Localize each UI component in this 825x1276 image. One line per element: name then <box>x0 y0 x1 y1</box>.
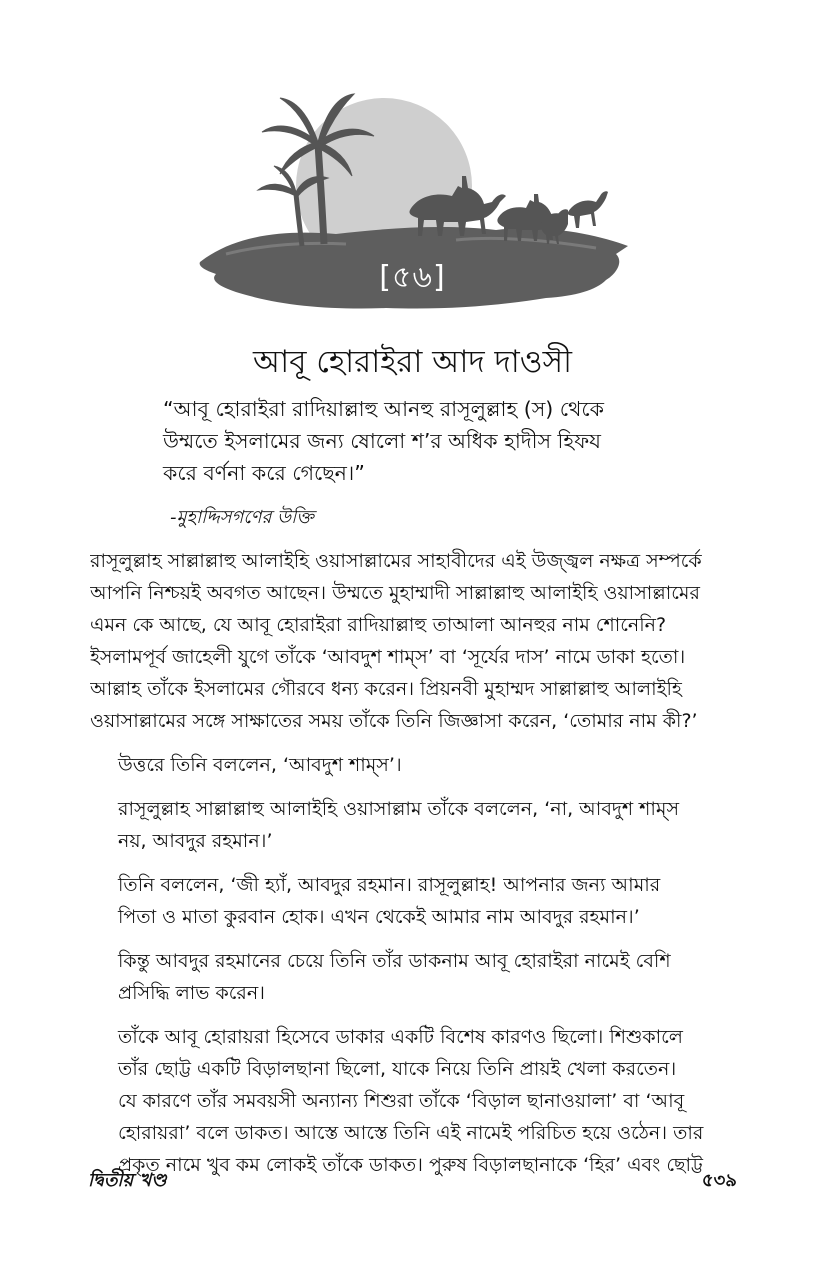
text-line: আপনি নিশ্চয়ই অবগত আছেন। উম্মতে মুহাম্মাদী সাল্লাল্লাহু আলাইহি ওয়াসাল্লামের <box>90 582 700 604</box>
text-line: পিতা ও মাতা কুরবান হোক। এখন থেকেই আমার নাম আবদুর রহমান।’ <box>118 906 640 928</box>
epigraph-attribution: -মুহাদ্দিসগণের উক্তি <box>170 507 314 528</box>
paragraph <box>90 749 738 781</box>
epigraph-quote <box>163 393 683 489</box>
text-line: ইসলামপূর্ব জাহেলী যুগে তাঁকে ‘আবদুশ শাম্‌স’ বা ‘সূর্যের দাস’ নামে ডাকা হতো। <box>90 646 686 668</box>
paragraph <box>90 793 738 857</box>
text-line: রাসূলুল্লাহ সাল্লাল্লাহু আলাইহি ওয়াসাল্লাম তাঁকে বললেন, ‘না, আবদুশ শাম্‌স <box>118 798 680 820</box>
text-line: এমন কে আছে, যে আবূ হোরাইরা রাদিয়াল্লাহু তাআলা আনহুর নাম শোনেনি? <box>90 614 667 636</box>
paragraph <box>90 869 738 933</box>
paragraph <box>90 945 738 1009</box>
text-line: হোরায়রা’ বলে ডাকত। আস্তে আস্তে তিনি এই নামেই পরিচিত হয়ে ওঠেন। তার <box>118 1122 704 1144</box>
text-line: প্রকৃত নামে খুব কম লোকই তাঁকে ডাকত। পুরুষ বিড়ালছানাকে ‘হির’ এবং ছোট্ট <box>118 1154 704 1176</box>
footer-volume: দ্বিতীয় খণ্ড <box>88 1170 167 1191</box>
text-line: যে কারণে তাঁর সমবয়সী অন্যান্য শিশুরা তাঁকে ‘বিড়াল ছানাওয়ালা’ বা ‘আবূ <box>118 1090 685 1112</box>
chapter-number: [৫৬] <box>379 260 446 295</box>
text-line: ওয়াসাল্লামের সঙ্গে সাক্ষাতের সময় তাঁকে তিনি জিজ্ঞাসা করেন, ‘তোমার নাম কী?’ <box>90 710 698 732</box>
text-line: রাসূলুল্লাহ সাল্লাল্লাহু আলাইহি ওয়াসাল্লামের সাহাবীদের এই উজ্জ্বল নক্ষত্র সম্পর্কে <box>90 550 702 572</box>
text-line: তাঁর ছোট্ট একটি বিড়ালছানা ছিলো, যাকে নিয়ে তিনি প্রায়ই খেলা করতেন। <box>118 1058 677 1080</box>
epigraph-line: করে বর্ণনা করে গেছেন।” <box>163 461 365 485</box>
page-number: ৫৩৯ <box>701 1170 737 1191</box>
text-line: প্রসিদ্ধি লাভ করেন। <box>118 982 265 1004</box>
epigraph-line: “আবূ হোরাইরা রাদিয়াল্লাহু আনহু রাসূলুল্লাহ (স) থেকে <box>163 397 604 421</box>
body-text <box>90 545 738 1193</box>
text-line: তাঁকে আবূ হোরায়রা হিসেবে ডাকার একটি বিশেষ কারণও ছিলো। শিশুকালে <box>118 1026 683 1048</box>
epigraph-line: উম্মতে ইসলামের জন্য ষোলো শ’র অধিক হাদীস হিফয <box>163 429 601 453</box>
text-line: তিনি বললেন, ‘জী হ্যাঁ, আবদুর রহমান। রাসূলুল্লাহ! আপনার জন্য আমার <box>118 874 661 896</box>
text-line: নয়, আবদুর রহমান।’ <box>118 830 273 852</box>
paragraph <box>90 1021 738 1181</box>
paragraph <box>90 545 738 737</box>
text-line: উত্তরে তিনি বললেন, ‘আবদুশ শাম্‌স’। <box>118 754 402 776</box>
chapter-title: আবূ হোরাইরা আদ দাওসী <box>253 344 572 380</box>
text-line: আল্লাহ তাঁকে ইসলামের গৌরবে ধন্য করেন। প্রিয়নবী মুহাম্মদ সাল্লাল্লাহু আলাইহি <box>90 678 682 700</box>
text-line: কিন্তু আবদুর রহমানের চেয়ে তিনি তাঁর ডাকনাম আবূ হোরাইরা নামেই বেশি <box>118 950 671 972</box>
